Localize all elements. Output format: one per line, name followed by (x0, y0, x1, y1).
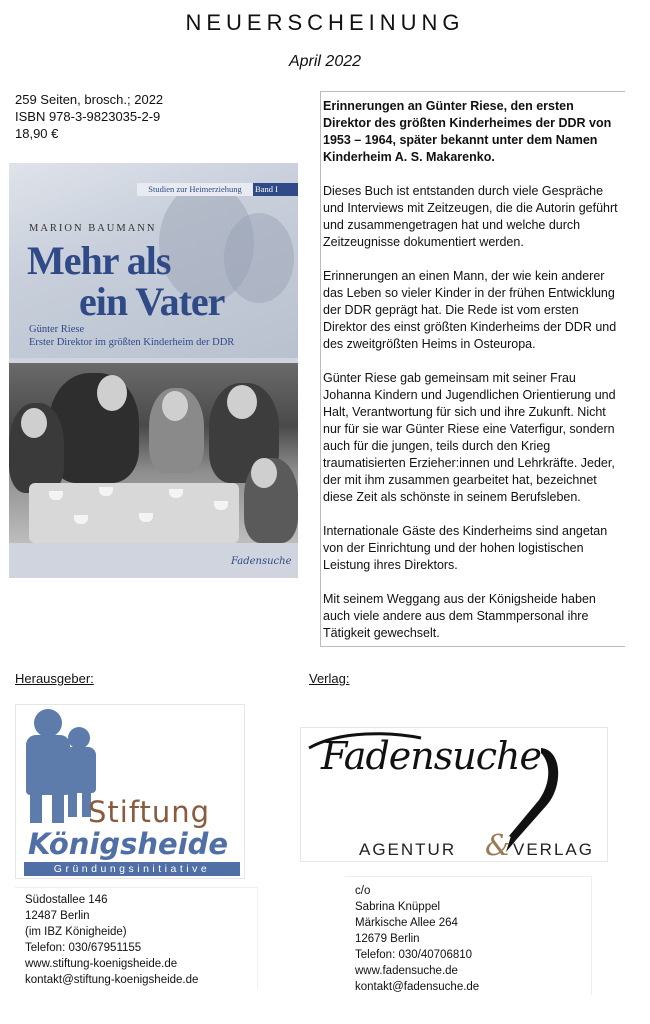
logo-word-agentur: AGENTUR (359, 840, 457, 859)
cover-title-line1: Mehr als (27, 238, 171, 283)
description-paragraph: Erinnerungen an einen Mann, der wie kein anderer das Leben so vieler Kinder in der frühen Entwicklung der DDR geprägt hat. Die Rede ist vom ersten Direktor des einst größten Kinderheims der DDR und des zweitgrößten Heims in Osteuropa. (323, 269, 617, 351)
description-paragraph: Internationale Gäste des Kinderheims sind angetan von der Einrichtung und der hohen logistischen Leistung ihres Direktors. (323, 524, 608, 572)
logo-figure-small-body (64, 747, 96, 793)
phone: Telefon: 030/40706810 (355, 949, 473, 961)
photo-girl-middle-face (162, 391, 188, 421)
herausgeber-address (15, 887, 258, 988)
description-paragraph: Dieses Buch ist entstanden durch viele Gespräche und Interviews mit Zeitzeugen, die die Autorin geführt und zusammengetragen hat und welche durch Zeitzeugnisse dokumentiert werden. (323, 184, 618, 249)
logo-word-stiftung: Stiftung (88, 795, 211, 829)
address-line: Märkische Allee 264 (355, 917, 458, 929)
herausgeber-label: Herausgeber: (15, 671, 94, 686)
isbn: ISBN 978-3-9823035-2-9 (15, 109, 161, 124)
photo-child-left-face (21, 408, 47, 438)
cup (99, 487, 113, 496)
logo-figure-head (34, 709, 62, 737)
logo-ampersand: & (485, 828, 511, 862)
cup (214, 501, 228, 510)
series-bar (137, 183, 298, 196)
logo-figure-small-leg (68, 791, 77, 817)
stiftung-koenigsheide-logo (15, 704, 245, 879)
address-line: (im IBZ Königheide) (25, 926, 127, 938)
photo-child-front-face (251, 458, 277, 488)
website-link[interactable]: www.fadensuche.de (355, 965, 458, 977)
fadensuche-logo (300, 727, 608, 862)
cover-publisher-mark: Fadensuche (231, 556, 292, 567)
cover-subtitle-line2: Erster Direktor im größten Kinderheim der DDR (29, 337, 235, 348)
page-title: NEUERSCHEINUNG (185, 10, 465, 35)
logo-script-fadensuche: Fadensuche (321, 734, 541, 778)
logo-figure-leg (52, 793, 64, 823)
series-name: Studien zur Heimerziehung (137, 183, 253, 196)
cover-figure-child (224, 213, 294, 303)
photo-table (29, 483, 239, 543)
page-count: 259 Seiten, brosch.; 2022 (15, 92, 164, 107)
logo-figure-leg (30, 793, 42, 823)
cup (139, 513, 153, 522)
email-link[interactable]: kontakt@stiftung-koenigsheide.de (25, 974, 199, 986)
phone: Telefon: 030/67951155 (25, 942, 142, 954)
website-link[interactable]: www.stiftung-koenigsheide.de (25, 958, 178, 970)
address-line: Sabrina Knüppel (355, 901, 441, 913)
cover-photo (9, 363, 298, 543)
description-lead: Erinnerungen an Günter Riese, den ersten Direktor des größten Kinderheimes der DDR von 1953 – 1964, später bekannt unter dem Namen Kinderheim A. S. Makarenko. (323, 99, 612, 164)
address-line: c/o (355, 885, 371, 897)
logo-word-koenigsheide: Königsheide (28, 827, 229, 861)
book-cover-image (9, 163, 298, 578)
address-line: 12487 Berlin (25, 910, 90, 922)
book-description (320, 91, 625, 647)
verlag-label: Verlag: (309, 671, 350, 686)
cover-author: MARION BAUMANN (29, 223, 157, 234)
cup (49, 491, 63, 500)
release-date: April 2022 (288, 53, 362, 70)
cover-subtitle-line1: Günter Riese (29, 324, 85, 335)
description-paragraph: Günter Riese gab gemeinsam mit seiner Frau Johanna Kindern und Jugendlichen Orientierung und Halt, Verantwortung für sich und ihre Zukunft. Nicht nur für sie war Günter Riese eine Vaterfigur, sondern auch für die jungen, teils durch den Krieg traumatisierten Erzieher:innen und Lehrkräfte. Jeder, der mit ihm zusammen gearbeitet hat, bezeichnet diese Zeit als schönste in seinem Berufsleben. (323, 371, 616, 504)
cover-subtitle (29, 323, 234, 349)
book-meta (15, 91, 163, 142)
cup (169, 489, 183, 498)
cover-title-line2: ein Vater (79, 279, 225, 324)
cup (74, 515, 88, 524)
photo-man-face (97, 375, 127, 411)
email-link[interactable]: kontakt@fadensuche.de (355, 981, 480, 993)
photo-girl-right-face (227, 385, 257, 419)
price: 18,90 € (15, 126, 59, 141)
logo-word-verlag: VERLAG (513, 840, 594, 859)
address-line: 12679 Berlin (355, 933, 420, 945)
series-band: Band I (255, 184, 278, 194)
logo-word-gruendungsinitiative: Gründungsinitiative (24, 862, 240, 876)
verlag-address (345, 876, 592, 995)
description-paragraph: Mit seinem Weggang aus der Königsheide haben auch viele andere aus dem Stammpersonal ihre Tätigkeit gewechselt. (323, 592, 596, 640)
logo-figure-small-head (68, 727, 90, 749)
address-line: Südostallee 146 (25, 894, 108, 906)
